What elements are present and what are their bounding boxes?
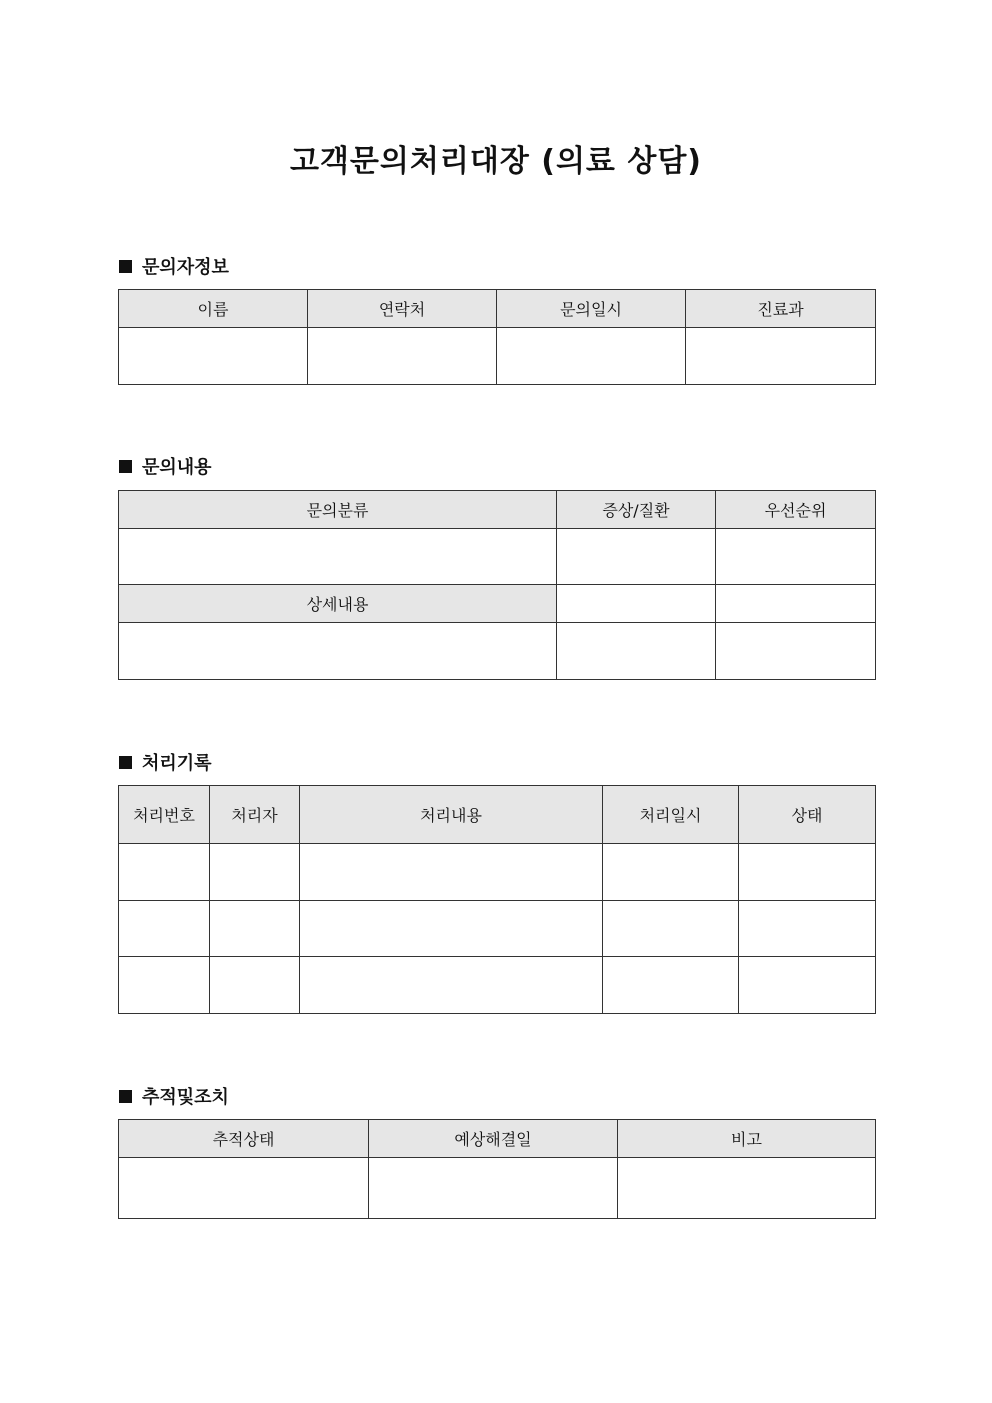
header-cell-category: 문의분류 [119,491,557,529]
tracking-table [118,1119,876,1219]
section-heading-processing [119,749,212,775]
square-bullet-icon [119,1090,132,1103]
label-cell-detail: 상세내용 [119,585,557,623]
header-cell-status: 상태 [739,786,876,844]
input-cell-status[interactable] [739,901,876,957]
header-cell-remarks: 비고 [618,1120,876,1158]
table-header-row [119,786,876,844]
header-cell-tracking-status: 추적상태 [119,1120,369,1158]
header-cell-name: 이름 [119,290,308,328]
input-cell-name[interactable] [119,328,308,385]
input-cell-handler[interactable] [210,957,300,1014]
section-heading-customer-info [119,253,229,279]
table-row [119,623,876,680]
empty-cell[interactable] [716,585,876,623]
input-cell-process-number[interactable] [119,901,210,957]
table-row [119,585,876,623]
square-bullet-icon [119,756,132,769]
table-row [119,957,876,1014]
input-cell-process-content[interactable] [300,957,603,1014]
header-cell-handler: 처리자 [210,786,300,844]
section-heading-label: 문의자정보 [142,257,229,278]
input-cell-process-number[interactable] [119,844,210,901]
header-cell-contact: 연락처 [308,290,497,328]
input-cell-process-number[interactable] [119,957,210,1014]
input-cell-symptom[interactable] [557,529,716,585]
input-cell-expected-resolution[interactable] [369,1158,618,1219]
inquiry-table [118,490,876,680]
empty-cell[interactable] [716,623,876,680]
input-cell-process-datetime[interactable] [603,844,739,901]
input-cell-process-datetime[interactable] [603,957,739,1014]
header-cell-process-datetime: 처리일시 [603,786,739,844]
input-cell-tracking-status[interactable] [119,1158,369,1219]
table-row [119,529,876,585]
section-heading-label: 추적및조치 [142,1087,229,1108]
input-cell-department[interactable] [686,328,876,385]
square-bullet-icon [119,260,132,273]
input-cell-category[interactable] [119,529,557,585]
section-heading-tracking [119,1083,229,1109]
table-row [119,901,876,957]
page-title: 고객문의처리대장 (의료 상담) [289,144,703,179]
input-cell-process-content[interactable] [300,901,603,957]
header-cell-process-number: 처리번호 [119,786,210,844]
header-cell-symptom: 증상/질환 [557,491,716,529]
input-cell-priority[interactable] [716,529,876,585]
table-row [119,328,876,385]
square-bullet-icon [119,460,132,473]
section-heading-label: 문의내용 [142,457,212,478]
input-cell-process-content[interactable] [300,844,603,901]
header-cell-inquiry-datetime: 문의일시 [497,290,686,328]
empty-cell[interactable] [557,585,716,623]
customer-info-table [118,289,876,385]
input-cell-detail[interactable] [119,623,557,680]
table-header-row [119,290,876,328]
input-cell-inquiry-datetime[interactable] [497,328,686,385]
input-cell-status[interactable] [739,957,876,1014]
section-heading-label: 처리기록 [142,753,212,774]
table-header-row [119,491,876,529]
header-cell-process-content: 처리내용 [300,786,603,844]
table-row [119,1158,876,1219]
section-heading-inquiry [119,453,212,479]
input-cell-handler[interactable] [210,901,300,957]
processing-table [118,785,876,1014]
table-row [119,844,876,901]
input-cell-status[interactable] [739,844,876,901]
header-cell-department: 진료과 [686,290,876,328]
input-cell-contact[interactable] [308,328,497,385]
input-cell-handler[interactable] [210,844,300,901]
header-cell-expected-resolution: 예상해결일 [369,1120,618,1158]
input-cell-remarks[interactable] [618,1158,876,1219]
empty-cell[interactable] [557,623,716,680]
table-header-row [119,1120,876,1158]
input-cell-process-datetime[interactable] [603,901,739,957]
header-cell-priority: 우선순위 [716,491,876,529]
